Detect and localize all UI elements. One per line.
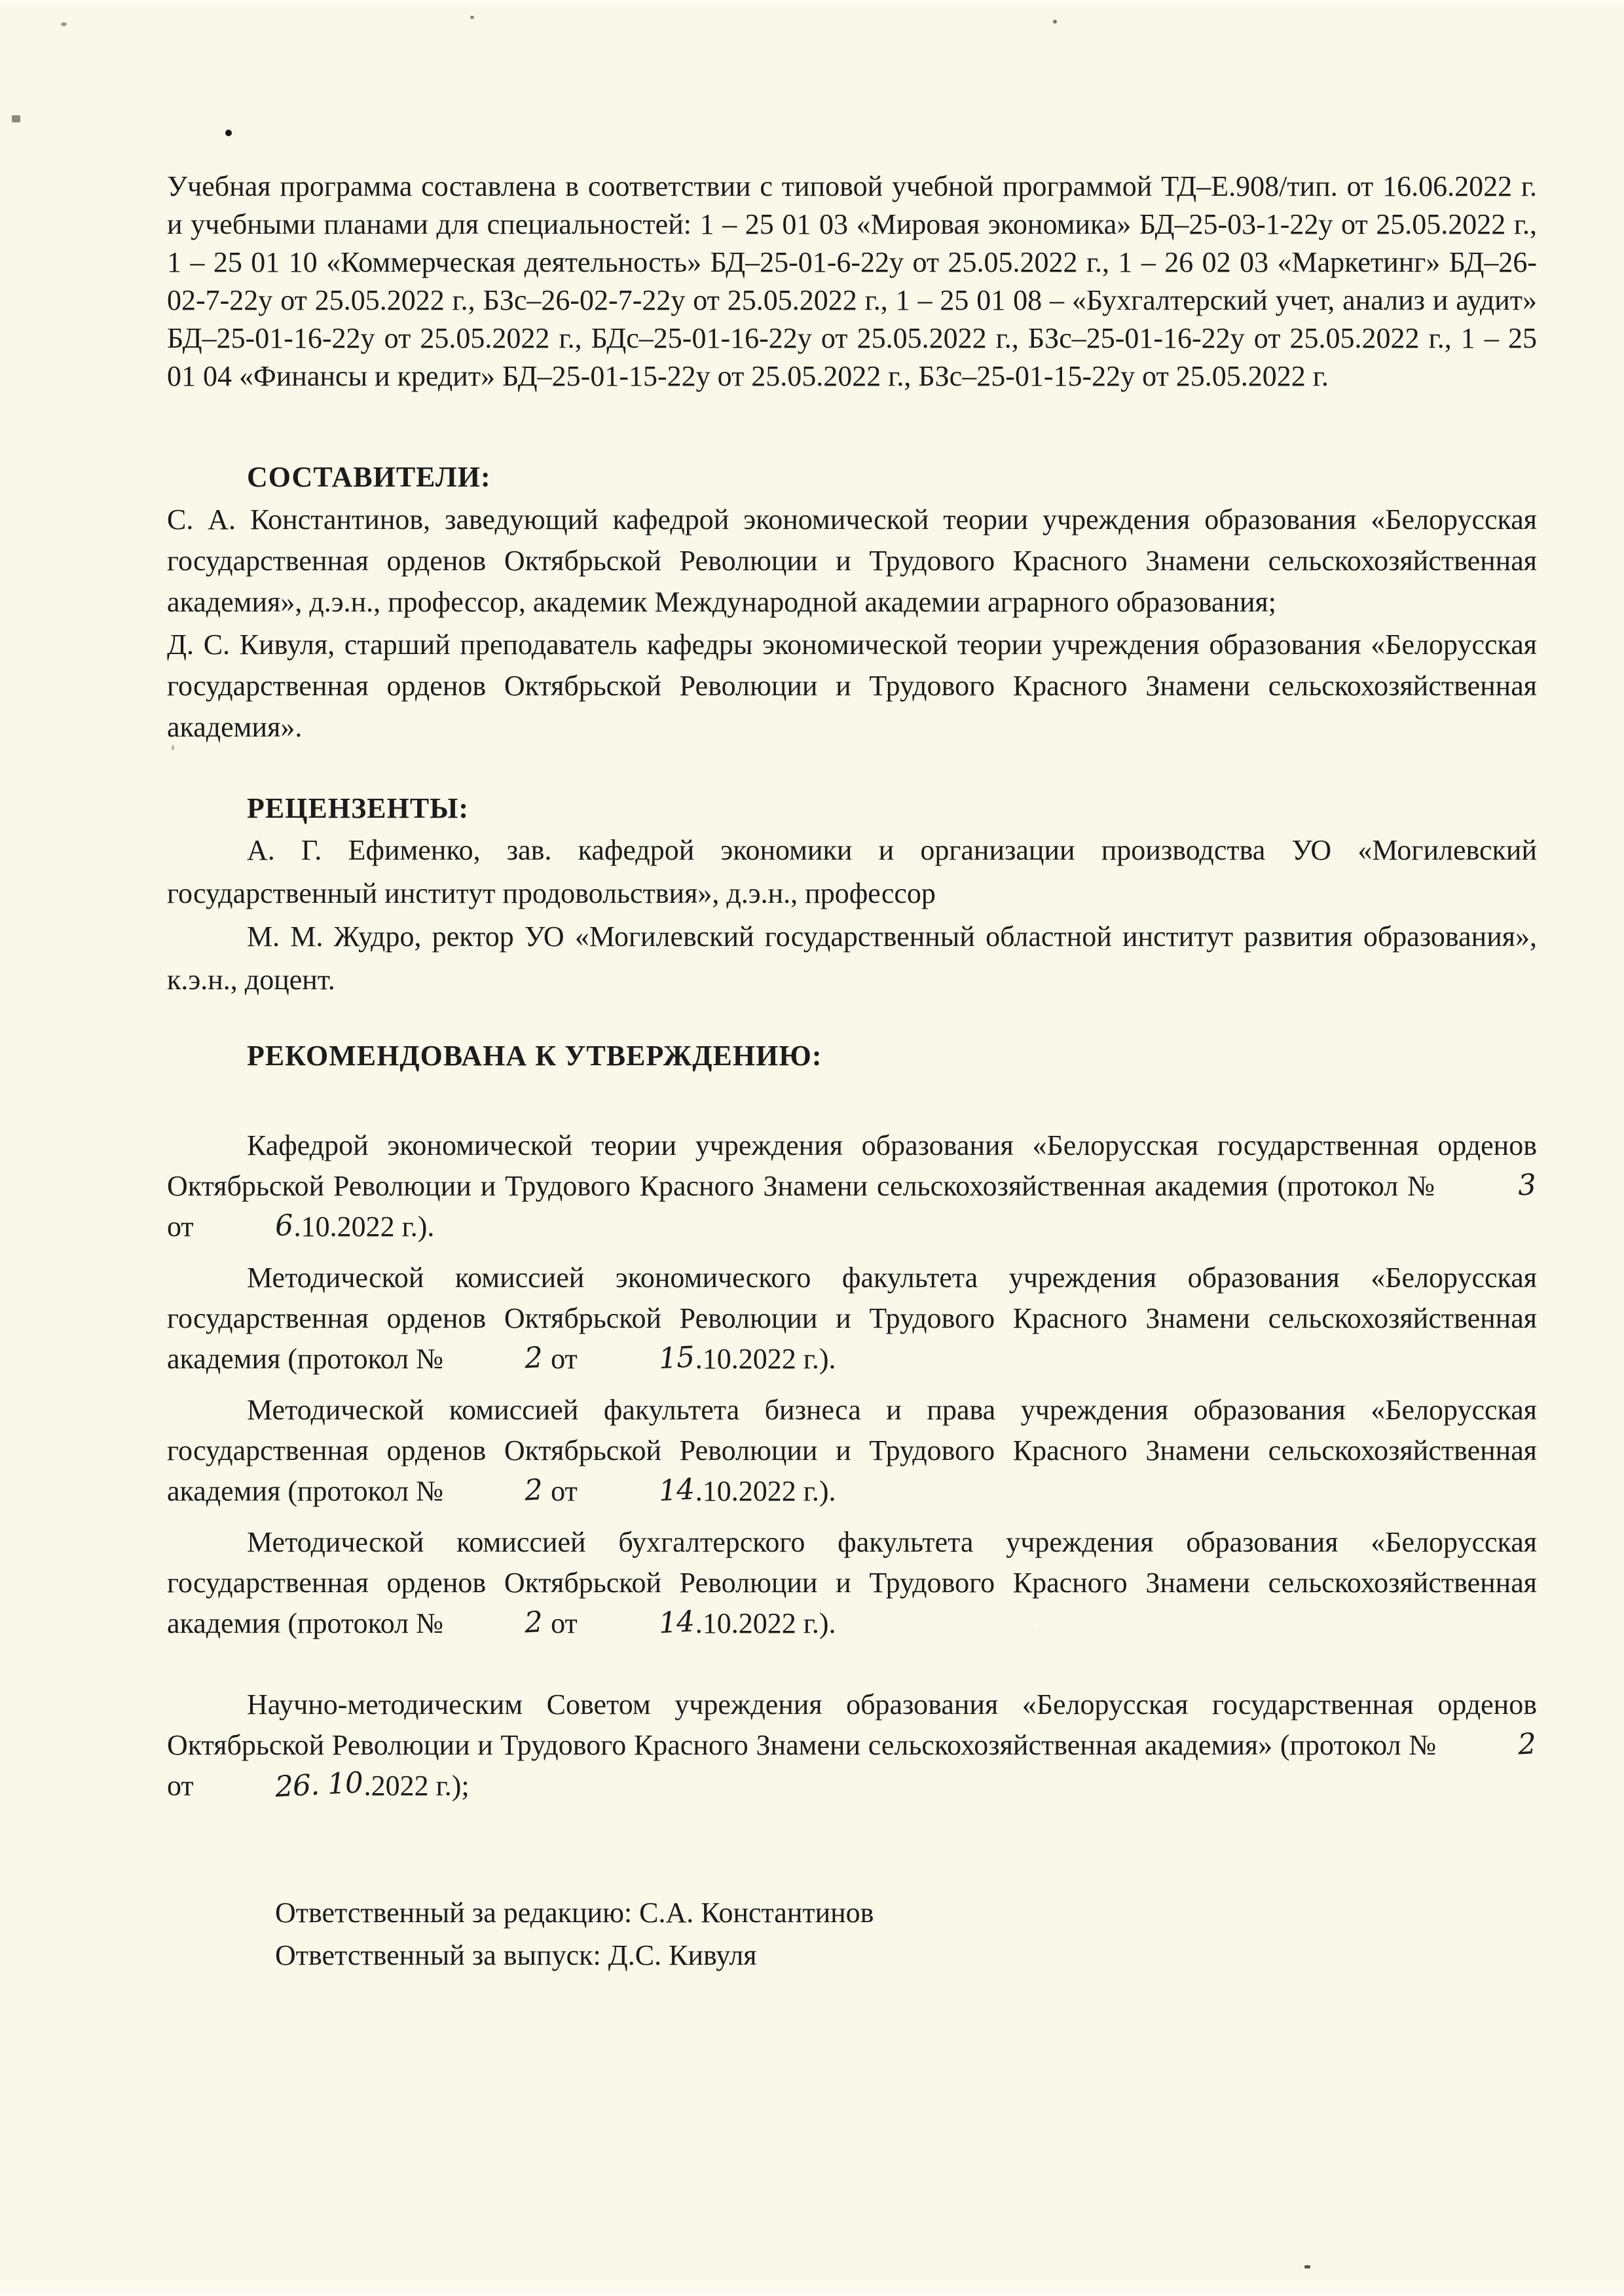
scan-speck — [1304, 2265, 1310, 2269]
approval-text: от — [544, 1343, 578, 1375]
approval-text: Методической комиссией бухгалтерского факультета учреждения образования «Белорусская государственная орденов Октябрьской Революции и Трудового Красного Знамени сельскохозяйственная академия (протокол № — [167, 1526, 1537, 1639]
approval-text: Научно-методическим Советом учреждения образования «Белорусская государственная орденов Октябрьской Революции и Трудового Красного Знамени сельскохозяйственная академия» (протокол № — [167, 1688, 1537, 1761]
approval-paragraph-department — [167, 1125, 1537, 1247]
approval-text: от — [544, 1607, 578, 1639]
responsible-editor-line: Ответственный за редакцию: С.А. Константинов — [275, 1897, 874, 1929]
handwritten-protocol-date: 14 — [657, 1472, 695, 1508]
reviewer-entry: М. М. Жудро, ректор УО «Могилевский государственный областной институт развития образования», к.э.н., доцент. — [167, 920, 1537, 996]
handwritten-protocol-date: 6 — [274, 1209, 293, 1243]
approval-text: Методической комиссией факультета бизнеса и права учреждения образования «Белорусская государственная орденов Октябрьской Революции и Трудового Красного Знамени сельскохозяйственная академия (протокол № — [167, 1394, 1537, 1507]
approval-text: от — [167, 1770, 194, 1802]
approval-text: .10.2022 г.). — [293, 1211, 435, 1243]
reviewer-entry: А. Г. Ефименко, зав. кафедрой экономики и организации производства УО «Могилевский государственный институт продовольствия», д.э.н., профессор — [167, 834, 1537, 909]
handwritten-protocol-number: 2 — [523, 1473, 544, 1508]
approval-text: .2022 г.); — [363, 1770, 470, 1802]
handwritten-protocol-date: 15 — [657, 1340, 695, 1376]
handwritten-protocol-number: 2 — [523, 1341, 544, 1376]
approval-text: от — [544, 1475, 578, 1507]
approval-text: .10.2022 г.). — [695, 1343, 836, 1375]
approved-heading: РЕКОМЕНДОВАНА К УТВЕРЖДЕНИЮ: — [247, 1040, 822, 1072]
approval-text: .10.2022 г.). — [695, 1607, 836, 1639]
compiler-entry: С. А. Константинов, заведующий кафедрой экономической теории учреждения образования «Белорусская государственная орденов Октябрьской Революции и Трудового Красного Знамени сельскохозяйственная академия», д.э.н., профессор, академик Международной академии аграрного образования; — [167, 503, 1537, 618]
handwritten-protocol-number: 2 — [523, 1605, 544, 1640]
intro-paragraph: Учебная программа составлена в соответствии с типовой учебной программой ТД–Е.908/тип. от 16.06.2022 г. и учебными планами для специальностей: 1 – 25 01 03 «Мировая экономика» БД–25-03-1-22у от 25.05.2022 г., 1 – 25 01 10 «Коммерческая деятельность» БД–25-01-6-22у от 25.05.2022 г., 1 – 26 02 03 «Маркетинг» БД–26-02-7-22у от 25.05.2022 г., БЗс–26-02-7-22у от 25.05.2022 г., 1 – 25 01 08 – «Бухгалтерский учет, анализ и аудит» БД–25-01-16-22у от 25.05.2022 г., БДс–25-01-16-22у от 25.05.2022 г., БЗс–25-01-16-22у от 25.05.2022 г., 1 – 25 01 04 «Финансы и кредит» БД–25-01-15-22у от 25.05.2022 г., БЗс–25-01-15-22у от 25.05.2022 г. — [167, 170, 1537, 392]
approval-text: Кафедрой экономической теории учреждения образования «Белорусская государственная орденов Октябрьской Революции и Трудового Красного Знамени сельскохозяйственная академия (протокол № — [167, 1129, 1537, 1202]
scan-speck — [12, 115, 20, 122]
responsible-publisher-line: Ответственный за выпуск: Д.С. Кивуля — [275, 1939, 757, 1971]
handwritten-protocol-number: 3 — [1517, 1168, 1537, 1203]
responsible-block — [275, 1891, 1537, 1977]
handwritten-protocol-date: 26. 10 — [274, 1766, 363, 1804]
reviewers-heading: РЕЦЕНЗЕНТЫ: — [247, 792, 470, 824]
handwritten-protocol-number: 2 — [1517, 1727, 1537, 1762]
approval-text: от — [167, 1211, 194, 1243]
approval-text: Методической комиссией экономического факультета учреждения образования «Белорусская государственная орденов Октябрьской Революции и Трудового Красного Знамени сельскохозяйственная академия (протокол № — [167, 1262, 1537, 1375]
handwritten-protocol-date: 14 — [657, 1605, 695, 1641]
compilers-heading: СОСТАВИТЕЛИ: — [247, 461, 491, 493]
approval-paragraph-economics-faculty — [167, 1258, 1537, 1379]
approval-text: .10.2022 г.). — [695, 1475, 836, 1507]
approval-paragraph-accounting-faculty — [167, 1522, 1537, 1644]
compiler-entry: Д. С. Кивуля, старший преподаватель кафедры экономической теории учреждения образования «Белорусская государственная орденов Октябрьской Революции и Трудового Красного Знамени сельскохозяйственная академия». — [167, 629, 1537, 743]
scan-speck — [61, 22, 67, 26]
approval-paragraph-scientific-council — [167, 1685, 1537, 1806]
approval-paragraph-business-law-faculty — [167, 1390, 1537, 1512]
text-block — [167, 0, 1537, 1977]
